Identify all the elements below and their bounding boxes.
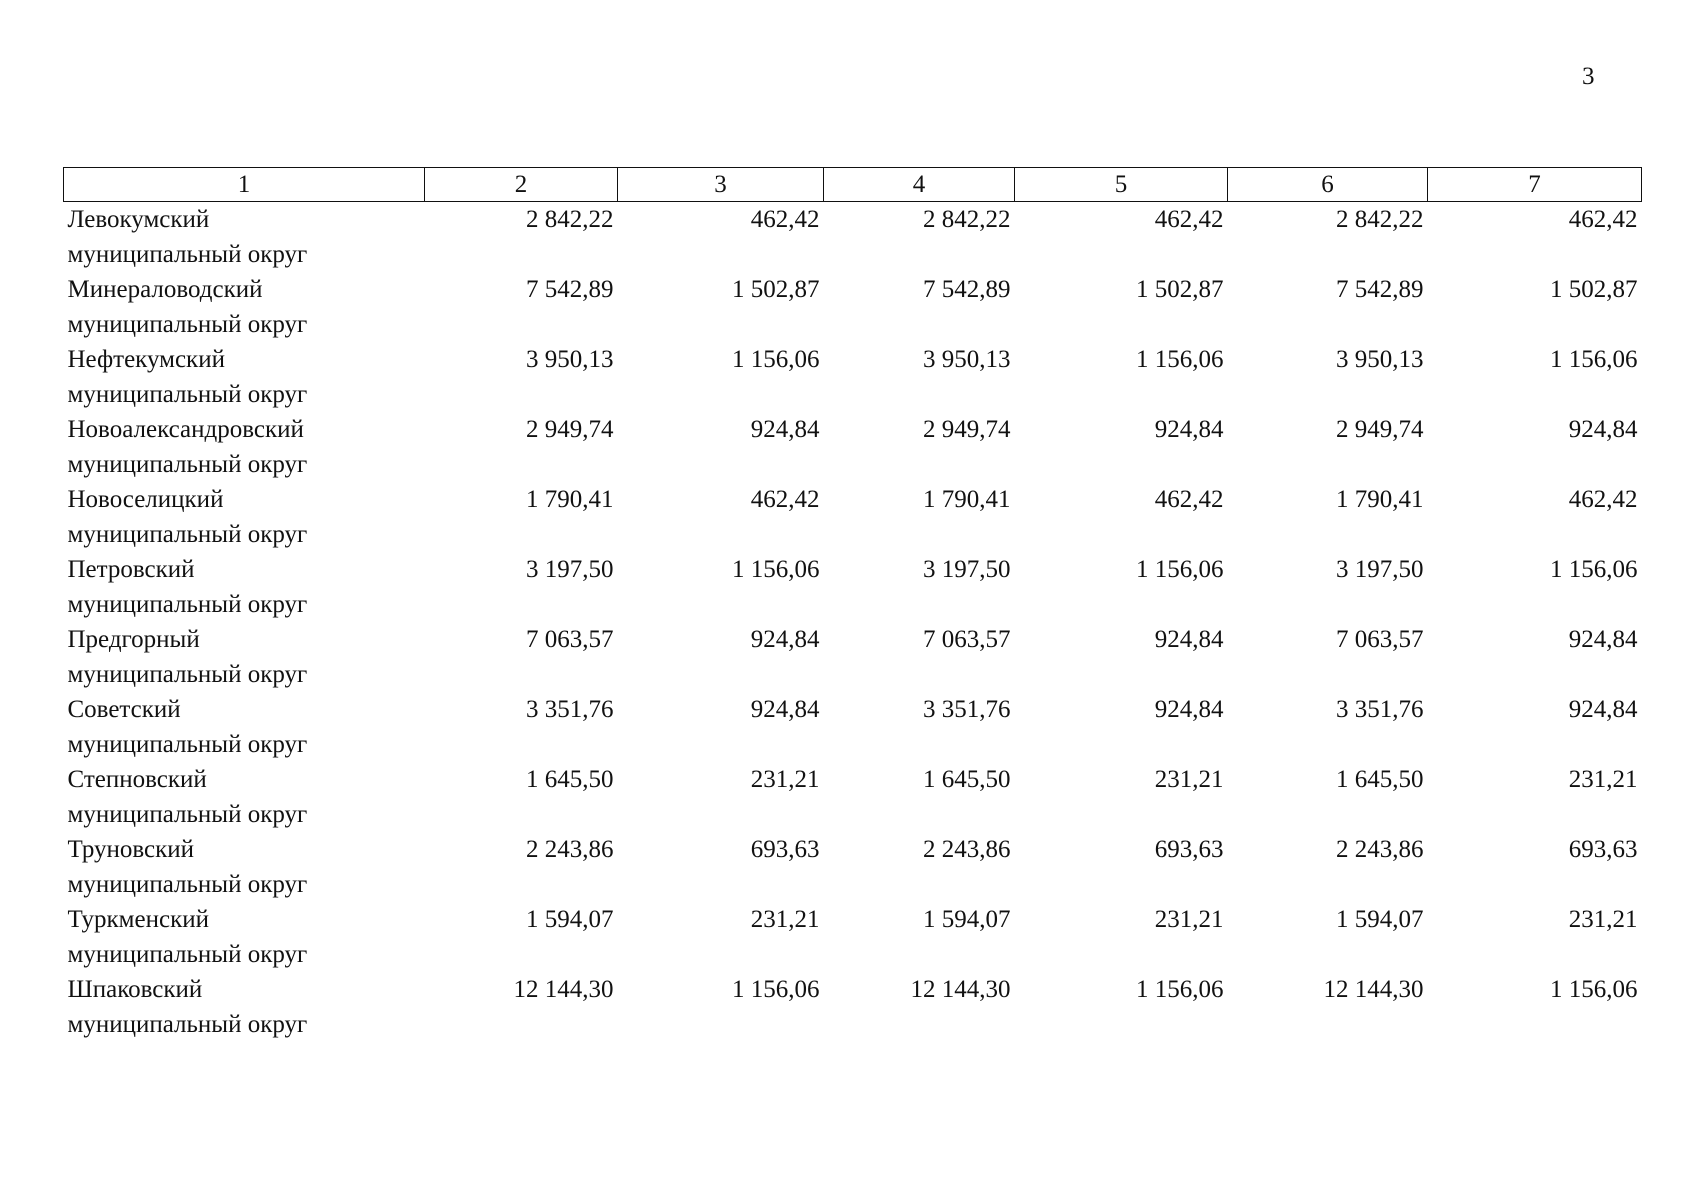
value-cell-col-7: 231,21 — [1568, 766, 1638, 793]
value-cell-col-4: 7 542,89 — [923, 276, 1011, 303]
value-cell-col-7: 1 502,87 — [1550, 276, 1638, 303]
value-cell-col-3: 924,84 — [750, 416, 820, 443]
value-cell-col-2: 3 197,50 — [526, 556, 614, 583]
value-cell-col-5: 231,21 — [1154, 766, 1224, 793]
district-name: Нефтекумский — [67, 346, 225, 373]
value-cell-col-3: 1 502,87 — [732, 276, 820, 303]
value-cell-col-3: 231,21 — [750, 766, 820, 793]
district-name-cell — [64, 832, 425, 902]
page-number: 3 — [1582, 63, 1595, 90]
table-row — [64, 622, 1642, 692]
district-name: Шпаковский — [67, 976, 203, 1003]
value-cell-col-3: 924,84 — [750, 626, 820, 653]
district-type: муниципальный округ — [67, 311, 308, 338]
value-cell-col-5: 231,21 — [1154, 906, 1224, 933]
value-cell-col-4: 2 842,22 — [923, 206, 1011, 233]
district-name: Новоселицкий — [67, 486, 224, 513]
value-cell-col-6: 2 949,74 — [1336, 416, 1424, 443]
value-cell-col-5: 462,42 — [1154, 486, 1224, 513]
value-cell-col-2: 2 243,86 — [526, 836, 614, 863]
district-type: муниципальный округ — [67, 871, 308, 898]
value-cell-col-5: 924,84 — [1154, 696, 1224, 723]
district-name-cell — [64, 272, 425, 342]
district-name-cell — [64, 412, 425, 482]
column-header-4: 4 — [824, 168, 1015, 202]
district-name-cell — [64, 622, 425, 692]
value-cell-col-4: 7 063,57 — [923, 626, 1011, 653]
header-row — [64, 168, 1642, 202]
value-cell-col-4: 3 351,76 — [923, 696, 1011, 723]
value-cell-col-2: 12 144,30 — [513, 976, 614, 1003]
table-header — [64, 168, 1642, 202]
value-cell-col-3: 462,42 — [750, 206, 820, 233]
district-name-cell — [64, 972, 425, 1042]
column-header-3: 3 — [618, 168, 824, 202]
value-cell-col-2: 7 063,57 — [526, 626, 614, 653]
value-cell-col-6: 7 063,57 — [1336, 626, 1424, 653]
table-body — [64, 202, 1642, 1043]
district-type: муниципальный округ — [67, 521, 308, 548]
value-cell-col-4: 1 594,07 — [923, 906, 1011, 933]
table-row — [64, 482, 1642, 552]
value-cell-col-5: 462,42 — [1154, 206, 1224, 233]
value-cell-col-4: 1 645,50 — [923, 766, 1011, 793]
district-type: муниципальный округ — [67, 941, 308, 968]
value-cell-col-7: 924,84 — [1568, 416, 1638, 443]
value-cell-col-7: 462,42 — [1568, 206, 1638, 233]
value-cell-col-4: 12 144,30 — [910, 976, 1011, 1003]
district-type: муниципальный округ — [67, 451, 308, 478]
value-cell-col-7: 231,21 — [1568, 906, 1638, 933]
table-row — [64, 762, 1642, 832]
value-cell-col-3: 693,63 — [750, 836, 820, 863]
table-row — [64, 832, 1642, 902]
value-cell-col-5: 1 156,06 — [1136, 556, 1224, 583]
district-name-cell — [64, 482, 425, 552]
value-cell-col-2: 7 542,89 — [526, 276, 614, 303]
district-type: муниципальный округ — [67, 801, 308, 828]
value-cell-col-6: 1 790,41 — [1336, 486, 1424, 513]
value-cell-col-5: 693,63 — [1154, 836, 1224, 863]
district-type: муниципальный округ — [67, 591, 308, 618]
district-name-cell — [64, 902, 425, 972]
column-header-2: 2 — [425, 168, 618, 202]
value-cell-col-5: 1 502,87 — [1136, 276, 1224, 303]
table-row — [64, 692, 1642, 762]
district-type: муниципальный округ — [67, 661, 308, 688]
value-cell-col-3: 231,21 — [750, 906, 820, 933]
district-name: Левокумский — [67, 206, 210, 233]
value-cell-col-6: 3 197,50 — [1336, 556, 1424, 583]
value-cell-col-6: 1 645,50 — [1336, 766, 1424, 793]
value-cell-col-4: 3 950,13 — [923, 346, 1011, 373]
value-cell-col-2: 1 790,41 — [526, 486, 614, 513]
district-name-cell — [64, 552, 425, 622]
table-row — [64, 202, 1642, 273]
district-name-cell — [64, 762, 425, 832]
value-cell-col-6: 2 842,22 — [1336, 206, 1424, 233]
value-cell-col-6: 3 950,13 — [1336, 346, 1424, 373]
table-row — [64, 902, 1642, 972]
value-cell-col-2: 1 645,50 — [526, 766, 614, 793]
value-cell-col-7: 1 156,06 — [1550, 346, 1638, 373]
district-name: Минераловодский — [67, 276, 263, 303]
value-cell-col-3: 1 156,06 — [732, 556, 820, 583]
district-type: муниципальный округ — [67, 1011, 308, 1038]
value-cell-col-3: 924,84 — [750, 696, 820, 723]
value-cell-col-6: 1 594,07 — [1336, 906, 1424, 933]
value-cell-col-7: 462,42 — [1568, 486, 1638, 513]
district-name-cell — [64, 692, 425, 762]
value-cell-col-5: 924,84 — [1154, 416, 1224, 443]
value-cell-col-5: 1 156,06 — [1136, 346, 1224, 373]
value-cell-col-4: 2 949,74 — [923, 416, 1011, 443]
district-name: Предгорный — [67, 626, 200, 653]
value-cell-col-6: 2 243,86 — [1336, 836, 1424, 863]
column-header-5: 5 — [1015, 168, 1228, 202]
column-header-1: 1 — [64, 168, 425, 202]
district-name: Туркменский — [67, 906, 209, 933]
table-row — [64, 342, 1642, 412]
data-table — [63, 167, 1642, 1042]
value-cell-col-4: 2 243,86 — [923, 836, 1011, 863]
value-cell-col-4: 1 790,41 — [923, 486, 1011, 513]
value-cell-col-2: 3 351,76 — [526, 696, 614, 723]
column-header-7: 7 — [1428, 168, 1642, 202]
value-cell-col-5: 924,84 — [1154, 626, 1224, 653]
value-cell-col-6: 3 351,76 — [1336, 696, 1424, 723]
district-type: муниципальный округ — [67, 241, 308, 268]
table-row — [64, 552, 1642, 622]
value-cell-col-3: 1 156,06 — [732, 976, 820, 1003]
value-cell-col-7: 693,63 — [1568, 836, 1638, 863]
district-name: Советский — [67, 696, 181, 723]
value-cell-col-7: 1 156,06 — [1550, 556, 1638, 583]
value-cell-col-4: 3 197,50 — [923, 556, 1011, 583]
district-name: Новоалександровский — [67, 416, 304, 443]
district-name: Степновский — [67, 766, 207, 793]
value-cell-col-7: 924,84 — [1568, 626, 1638, 653]
value-cell-col-6: 12 144,30 — [1323, 976, 1424, 1003]
value-cell-col-5: 1 156,06 — [1136, 976, 1224, 1003]
value-cell-col-3: 1 156,06 — [732, 346, 820, 373]
district-name: Петровский — [67, 556, 195, 583]
column-header-6: 6 — [1228, 168, 1428, 202]
table-row — [64, 272, 1642, 342]
value-cell-col-2: 3 950,13 — [526, 346, 614, 373]
district-name-cell — [64, 202, 425, 273]
district-name-cell — [64, 342, 425, 412]
district-type: муниципальный округ — [67, 731, 308, 758]
value-cell-col-2: 2 949,74 — [526, 416, 614, 443]
value-cell-col-2: 2 842,22 — [526, 206, 614, 233]
value-cell-col-6: 7 542,89 — [1336, 276, 1424, 303]
value-cell-col-3: 462,42 — [750, 486, 820, 513]
value-cell-col-7: 1 156,06 — [1550, 976, 1638, 1003]
table-row — [64, 412, 1642, 482]
value-cell-col-2: 1 594,07 — [526, 906, 614, 933]
district-name: Труновский — [67, 836, 195, 863]
table-row — [64, 972, 1642, 1042]
district-type: муниципальный округ — [67, 381, 308, 408]
value-cell-col-7: 924,84 — [1568, 696, 1638, 723]
